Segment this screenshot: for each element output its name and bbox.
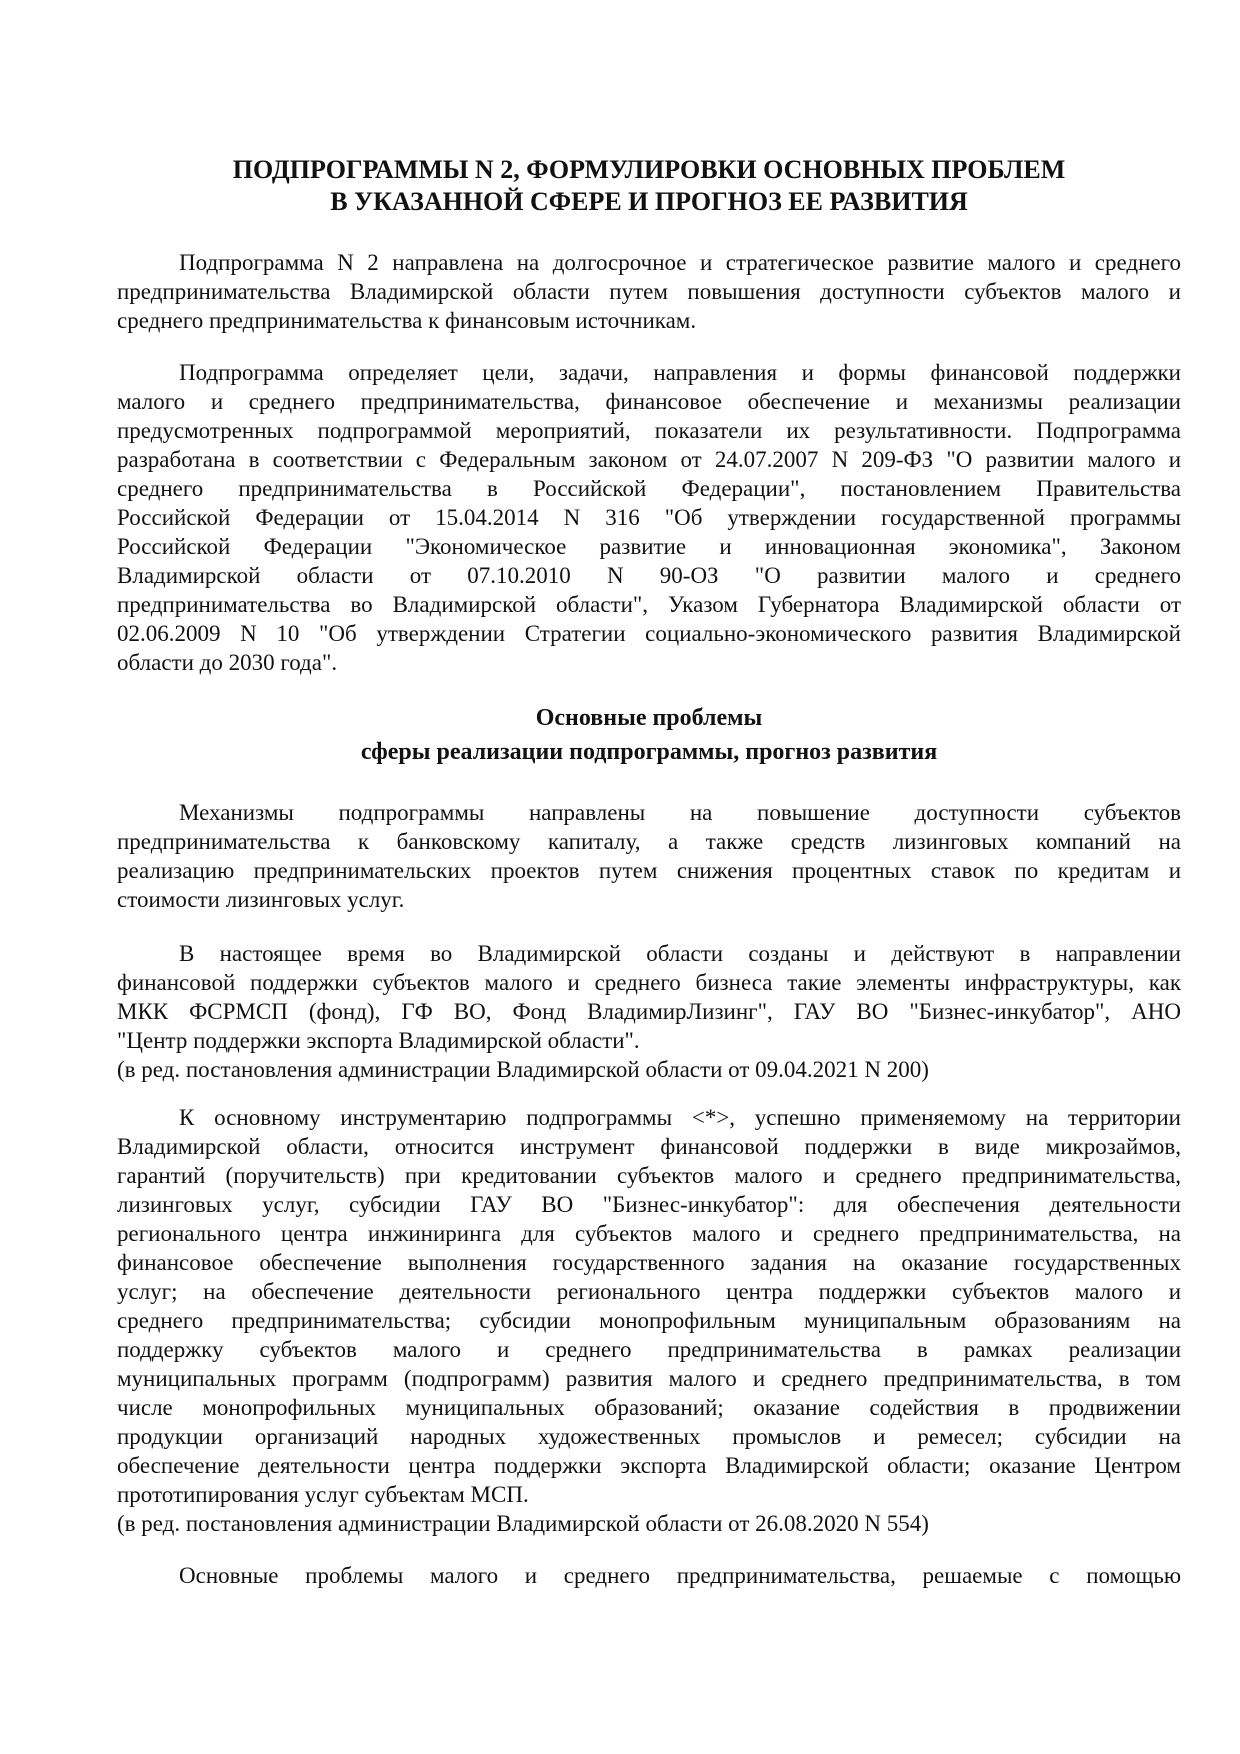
section-heading <box>117 701 1181 769</box>
text-line: регионального центра инжиниринга для субъектов малого и среднего предпринимательства, на <box>117 1221 1181 1246</box>
text-line: предпринимательства к банковскому капиталу, а также средств лизинговых компаний на <box>117 829 1181 854</box>
text-line: МКК ФСРМСП (фонд), ГФ ВО, Фонд ВладимирЛизинг", ГАУ ВО "Бизнес-инкубатор", АНО <box>117 999 1181 1024</box>
text-line: 02.06.2009 N 10 "Об утверждении Стратегии социально-экономического развития Владимирской <box>117 621 1181 646</box>
paragraph-intro <box>117 248 1181 335</box>
text-line: К основному инструментарию подпрограммы <*>, успешно применяемому на территории <box>179 1105 1181 1130</box>
text-line: муниципальных программ (подпрограмм) развития малого и среднего предпринимательства, в том <box>117 1366 1181 1391</box>
text-line: ПОДПРОГРАММЫ N 2, ФОРМУЛИРОВКИ ОСНОВНЫХ ПРОБЛЕМ <box>232 155 1066 184</box>
text-line: Подпрограмма N 2 направлена на долгосрочное и стратегическое развитие малого и среднего <box>179 250 1181 275</box>
text-line: Владимирской области, относится инструмент финансовой поддержки в виде микрозаймов, <box>117 1134 1181 1159</box>
text-line: Основные проблемы малого и среднего предпринимательства, решаемые с помощью <box>179 1563 1181 1588</box>
text-line: лизинговых услуг, субсидии ГАУ ВО "Бизнес-инкубатор": для обеспечения деятельности <box>117 1192 1181 1217</box>
text-line: малого и среднего предпринимательства, финансовое обеспечение и механизмы реализации <box>117 389 1181 414</box>
text-line: среднего предпринимательства; субсидии монопрофильным муниципальным образованиям на <box>117 1308 1181 1333</box>
text-line: В УКАЗАННОЙ СФЕРЕ И ПРОГНОЗ ЕЕ РАЗВИТИЯ <box>330 187 968 216</box>
text-line: среднего предпринимательства в Российской Федерации", постановлением Правительства <box>117 476 1181 501</box>
text-line: предпринимательства во Владимирской области", Указом Губернатора Владимирской области от <box>117 592 1181 617</box>
amendment-note: (в ред. постановления администрации Владимирской области от 09.04.2021 N 200) <box>117 1057 929 1082</box>
document-title <box>117 154 1181 218</box>
text-line: предусмотренных подпрограммой мероприятий, показатели их результативности. Подпрограмма <box>117 418 1181 443</box>
text-line: стоимости лизинговых услуг. <box>117 887 405 912</box>
text-line: Механизмы подпрограммы направлены на повышение доступности субъектов <box>179 800 1181 825</box>
paragraph-main-problems <box>117 1561 1181 1590</box>
text-line: Российской Федерации "Экономическое развитие и инновационная экономика", Законом <box>117 534 1181 559</box>
text-line: финансовой поддержки субъектов малого и среднего бизнеса такие элементы инфраструктуры, как <box>117 970 1181 995</box>
paragraph-mechanisms <box>117 798 1181 914</box>
text-line: Подпрограмма определяет цели, задачи, направления и формы финансовой поддержки <box>179 360 1181 385</box>
text-line: обеспечение деятельности центра поддержки экспорта Владимирской области; оказание Центром <box>117 1453 1181 1478</box>
paragraph-legal-basis <box>117 358 1181 677</box>
text-line: реализацию предпринимательских проектов путем снижения процентных ставок по кредитам и <box>117 858 1181 883</box>
text-line: сферы реализации подпрограммы, прогноз развития <box>360 739 938 765</box>
text-line: Российской Федерации от 15.04.2014 N 316 "Об утверждении государственной программы <box>117 505 1181 530</box>
text-line: разработана в соответствии с Федеральным законом от 24.07.2007 N 209-ФЗ "О развитии малого и <box>117 447 1181 472</box>
text-line: продукции организаций народных художественных промыслов и ремесел; субсидии на <box>117 1424 1181 1449</box>
text-line: услуг; на обеспечение деятельности регионального центра поддержки субъектов малого и <box>117 1279 1181 1304</box>
text-line: предпринимательства Владимирской области путем повышения доступности субъектов малого и <box>117 279 1181 304</box>
text-line: числе монопрофильных муниципальных образований; оказание содействия в продвижении <box>117 1395 1181 1420</box>
text-line: области до 2030 года". <box>117 650 338 675</box>
text-line: Владимирской области от 07.10.2010 N 90-ОЗ "О развитии малого и среднего <box>117 563 1181 588</box>
text-line: Основные проблемы <box>535 705 763 731</box>
amendment-note: (в ред. постановления администрации Владимирской области от 26.08.2020 N 554) <box>117 1511 929 1536</box>
paragraph-infrastructure <box>117 939 1181 1084</box>
text-line: "Центр поддержки экспорта Владимирской области". <box>117 1028 640 1053</box>
text-line: прототипирования услуг субъектам МСП. <box>117 1482 529 1507</box>
text-line: финансовое обеспечение выполнения государственного задания на оказание государственных <box>117 1250 1181 1275</box>
text-line: гарантий (поручительств) при кредитовании субъектов малого и среднего предпринимательства, <box>117 1163 1181 1188</box>
text-line: поддержку субъектов малого и среднего предпринимательства в рамках реализации <box>117 1337 1181 1362</box>
paragraph-instruments <box>117 1103 1181 1538</box>
text-line: среднего предпринимательства к финансовым источникам. <box>117 308 697 333</box>
text-line: В настоящее время во Владимирской области созданы и действуют в направлении <box>179 941 1181 966</box>
